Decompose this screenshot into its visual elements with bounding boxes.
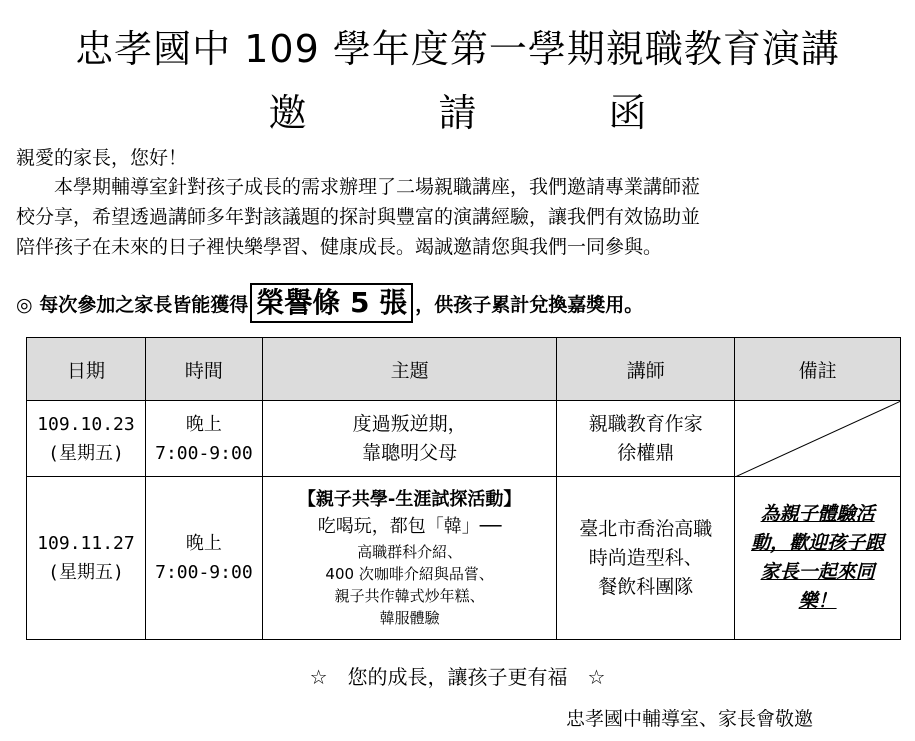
row-date [27,477,146,640]
weekday-text: (星期五) [48,562,124,583]
row-time [145,477,262,640]
speaker-line: 餐飲科團隊 [598,575,694,598]
time-range: 7:00-9:00 [155,442,253,464]
row-date [27,401,146,477]
body-line-1: 本學期輔導室針對孩子成長的需求辦理了二場親職講座，我們邀請專業講師蒞 [16,176,701,198]
speaker-line: 臺北市喬治高職 [579,517,713,540]
footer-slogan: ☆ 您的成長，讓孩子更有福 ☆ [309,665,606,689]
time-period: 晚上 [185,413,222,435]
table-row [27,401,901,477]
header-speaker: 講師 [557,338,735,401]
row-time [145,401,262,477]
body-line-2: 校分享，希望透過講師多年對該議題的探討與豐富的演講經驗，讓我們有效協助並 [16,206,701,228]
note-line: 家長一起來同 [760,561,875,583]
topic-line: 韓服體驗 [379,609,440,627]
time-range: 7:00-9:00 [155,562,253,583]
body-line-3: 陪伴孩子在未來的日子裡快樂學習、健康成長。竭誠邀請您與我們一同參與。 [16,236,663,258]
note-line: 動，歡迎孩子跟 [751,532,885,554]
weekday-text: (星期五) [48,442,124,464]
topic-heading: 【親子共學-生涯試探活動】 [297,489,522,510]
date-text: 109.11.27 [37,533,135,554]
row-note [735,477,901,640]
header-date: 日期 [27,338,146,401]
row-topic [262,477,557,640]
diagonal-slash [735,401,901,477]
topic-line: 400 次咖啡介紹與品嘗、 [325,565,494,583]
subtitle-char: 函 [608,91,647,135]
speaker-line: 時尚造型科、 [588,546,703,569]
schedule-table [26,337,901,640]
notice-prefix: ◎ 每次參加之家長皆能獲得 [16,293,249,316]
topic-line: 靠聰明父母 [362,441,458,464]
header-note: 備註 [735,338,901,401]
signature: 忠孝國中輔導室、家長會敬邀 [566,708,814,730]
table-row [27,477,901,640]
row-speaker [557,401,735,477]
row-note-empty [735,401,901,477]
time-period: 晚上 [185,533,222,554]
topic-line: 親子共作韓式炒年糕、 [334,587,485,605]
table-header-row [27,338,901,401]
row-speaker [557,477,735,640]
page-title: 忠孝國中 109 學年度第一學期親職教育演講 [75,27,840,71]
notice-suffix: ，供孩子累計兌換嘉獎用。 [415,293,644,316]
subtitle-char: 邀 [268,91,307,135]
speaker-line: 親職教育作家 [588,412,703,435]
date-text: 109.10.23 [37,413,135,435]
topic-line: 吃喝玩，都包「韓」── [317,516,502,537]
header-time: 時間 [145,338,262,401]
notice-highlight: 榮譽條 5 張 [250,283,413,323]
note-line: 為親子體驗活 [760,503,875,525]
greeting: 親愛的家長，您好！ [16,147,188,169]
page-subtitle [0,82,915,137]
row-topic [262,401,557,477]
subtitle-char: 請 [438,91,477,135]
header-topic: 主題 [262,338,557,401]
topic-line: 度過叛逆期， [352,412,467,435]
note-line: 樂！ [798,590,837,612]
speaker-line: 徐權鼎 [617,441,675,464]
topic-line: 高職群科介紹、 [357,543,463,561]
reward-notice [16,283,643,323]
